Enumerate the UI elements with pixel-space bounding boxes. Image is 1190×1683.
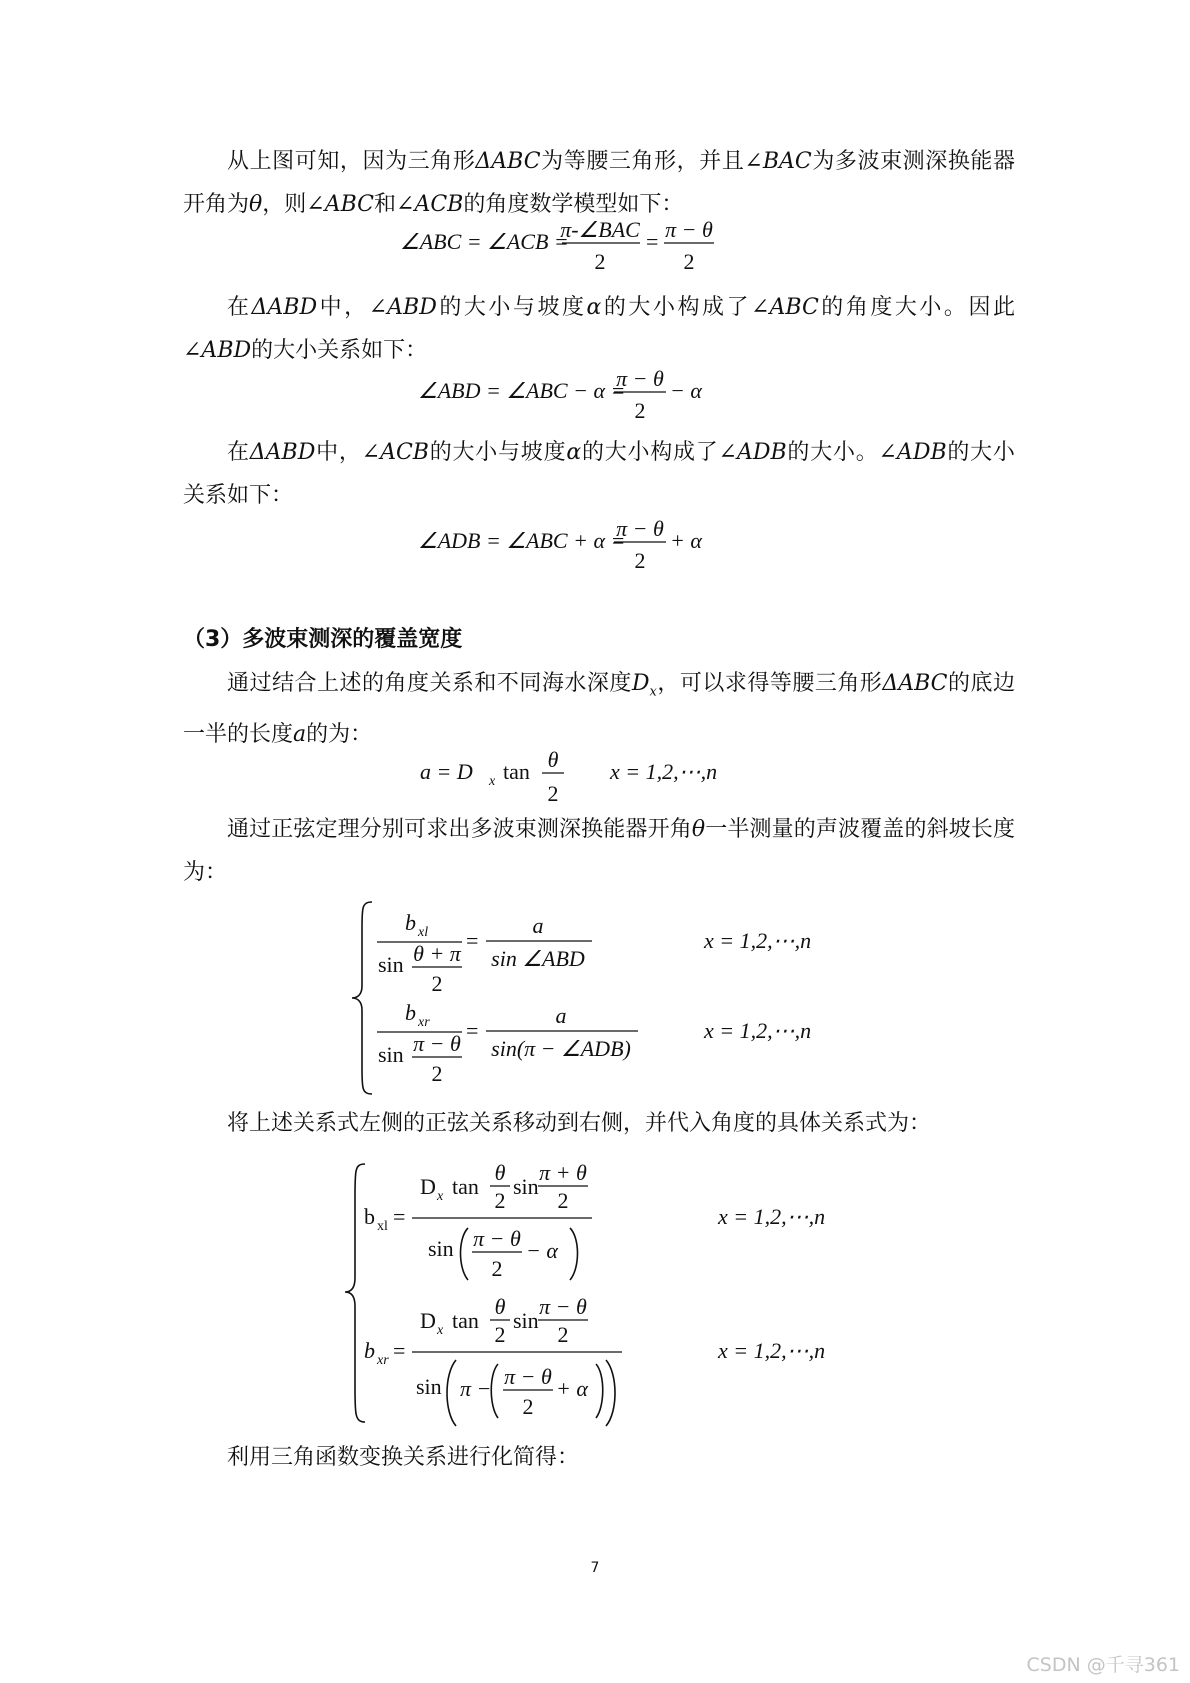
eq5-r1-snum: θ + π [413,941,461,966]
text: 的大小与坡度 [428,440,567,465]
text: 的底边一半的长度 [183,671,1015,748]
eq6-r2-lhs: b [364,1338,375,1363]
eq6-r1-tan: tan [452,1174,479,1199]
text: 在 [227,440,250,465]
eq6-r2-t1d: 2 [494,1322,506,1347]
watermark: CSDN @千寻361 [1026,1654,1180,1676]
eq5-r1-eq: = [466,928,479,953]
eq3-lhs: ∠ADB = ∠ABC + α = [418,528,626,553]
paren-left-inner [491,1364,498,1418]
paren-left [447,1360,456,1426]
eq1-den1: 2 [594,249,606,274]
math-inline: ΔABC [882,671,948,696]
eq5-r2-rnum: a [555,1003,567,1028]
eq6-r1-sin: sin [513,1174,539,1199]
eq6-r2-cond: x = 1,2,⋯,n [718,1338,826,1363]
text: 一半测量的声波覆盖的斜坡长度为： [183,817,1015,885]
text: 的大小构成了 [581,440,719,465]
eq5-r1-sin: sin [378,952,404,977]
eq5-r1-sden: 2 [431,971,443,996]
eq5-r2-cond: x = 1,2,⋯,n [704,1018,812,1043]
eq6-r1-Dsub: x [437,1189,444,1204]
eq3-tail: + α [670,528,702,553]
math-inline: θ [249,192,263,217]
eq6-r2-t1n: θ [494,1294,506,1319]
text: 的大小。 [786,440,879,465]
math-inline: ∠ACB [396,192,464,217]
page-number: 7 [590,1560,600,1576]
math-inline: ΔABC [475,149,541,174]
math-inline: α [566,440,582,465]
eq6-r2-dd: 2 [522,1394,534,1419]
text: 的为： [306,722,373,748]
eq6-r2-Dsub: x [437,1323,444,1338]
text: 中， [317,295,369,320]
eq5-r1-rden: sin ∠ABD [491,946,585,971]
eq6-r1-cond: x = 1,2,⋯,n [718,1204,826,1229]
eq6-r1-s1n: π + θ [539,1160,587,1185]
text: 中， [315,440,362,465]
eq6-r2-eq: = [393,1338,406,1363]
eq1-num1: π-∠BAC [560,217,640,242]
eq6-r2-dt: + α [556,1376,588,1401]
eq5-r2-sub: xr [418,1015,430,1030]
eq1-num2: π − θ [665,217,713,242]
text: ，可以求得等腰三角形 [656,671,883,696]
eq2-den: 2 [634,398,646,423]
equation-3 [0,512,1190,582]
eq6-r1-dt: − α [526,1238,558,1263]
text: 的大小关系如下： [183,440,1015,508]
math-inline: ΔABD [251,295,318,320]
eq4-num: θ [547,747,559,772]
text: 在 [227,295,252,320]
paragraph-1 [183,140,1015,226]
equation-6 [0,1160,1190,1430]
eq1-lhs: ∠ABC = ∠ACB = [400,229,569,254]
math-inline: a [293,722,307,748]
eq5-r2-eq: = [466,1018,479,1043]
paragraph-5 [183,808,1015,894]
text: 为等腰三角形，并且 [540,149,745,174]
paragraph-6 [183,1102,1015,1145]
eq6-r1-dsin: sin [428,1236,454,1261]
eq6-r2-dn: π − θ [504,1364,552,1389]
eq5-r2-sden: 2 [431,1061,443,1086]
eq4-lhs: a = D [420,759,473,784]
left-brace [352,902,372,1094]
text: 的角度大小。因此 [818,295,1015,320]
eq2-lhs: ∠ABD = ∠ABC − α = [418,378,626,403]
math-inline: ∠ABD [368,295,437,320]
eq5-r2-sin: sin [378,1042,404,1067]
eq5-r2-rden: sin(π − ∠ADB) [491,1036,631,1061]
eq6-r1-lhs: b [364,1204,375,1229]
eq1-den2: 2 [683,249,695,274]
left-brace [345,1164,365,1422]
math-inline: ∠ABC [751,295,819,320]
eq6-r2-tan: tan [452,1308,479,1333]
paragraph-2 [183,286,1015,372]
equation-4 [0,744,1190,814]
eq6-r1-s1d: 2 [557,1188,569,1213]
math-inline: ∠ADB [718,440,787,465]
eq4-tan: tan [503,759,530,784]
paren-left [461,1228,469,1280]
eq6-r1-sub: xl [377,1219,388,1234]
text: 通过结合上述的角度关系和不同海水深度 [227,671,632,696]
text: 和 [374,192,397,217]
eq1-eqs: = [646,229,659,254]
eq4-sub: x [489,774,496,789]
eq4-cond: x = 1,2,⋯,n [610,759,718,784]
eq3-num: π − θ [616,516,664,541]
text: 通过正弦定理分别可求出多波束测深换能器开角 [227,817,692,842]
text: 利用三角函数变换关系进行化简得： [227,1445,580,1470]
eq2-tail: − α [670,378,702,403]
eq2-num: π − θ [616,366,664,391]
eq6-r2-dpi: π − [460,1376,492,1401]
paragraph-4 [183,662,1015,756]
eq5-r1-num: b [405,910,416,935]
equation-2 [0,362,1190,432]
eq6-r2-D: D [420,1308,436,1333]
math-inline: D [631,671,650,696]
text: 的大小构成了 [601,295,752,320]
eq5-r1-sub: xl [418,925,429,940]
eq6-r1-t1d: 2 [494,1188,506,1213]
math-inline: θ [691,817,706,842]
eq6-r2-dsin: sin [416,1374,442,1399]
math-inline: ∠ADB [878,440,947,465]
eq5-r1-rnum: a [532,913,544,938]
text: 从上图可知，因为三角形 [227,149,476,174]
paren-right-inner [596,1364,603,1418]
eq6-r1-eq: = [393,1204,406,1229]
math-inline: ∠BAC [744,149,812,174]
text: 的大小关系如下： [251,338,428,363]
eq6-r2-s1d: 2 [557,1322,569,1347]
math-inline: α [586,295,602,320]
eq5-r2-snum: π − θ [413,1031,461,1056]
eq5-r2-num: b [405,1000,416,1025]
eq6-r2-s1n: π − θ [539,1294,587,1319]
eq6-r1-t1n: θ [494,1160,506,1185]
eq6-r1-D: D [420,1174,436,1199]
eq6-r1-dn: π − θ [473,1226,521,1251]
eq6-r2-sin: sin [513,1308,539,1333]
text: 为多波束测深换能器开角为 [183,149,1015,217]
section-heading: （3）多波束测深的覆盖宽度 [183,627,463,652]
eq4-den: 2 [547,781,559,806]
math-inline: ∠ABD [183,338,252,363]
math-inline: ∠ABC [306,192,375,217]
paragraph-7 [183,1436,1015,1479]
equation-5 [0,898,1190,1098]
text: 的角度数学模型如下： [463,192,684,217]
math-inline: ∠ACB [361,440,429,465]
eq6-r2-sub: xr [377,1353,389,1368]
math-inline: ΔABD [249,440,316,465]
math-subscript: x [649,684,657,700]
eq6-r1-dd: 2 [491,1256,503,1281]
text: 的大小与坡度 [436,295,587,320]
text: 将上述关系式左侧的正弦关系移动到右侧，并代入角度的具体关系式为： [227,1111,932,1136]
text: ，则 [262,192,307,217]
paren-right [570,1228,578,1280]
equation-1 [0,215,1190,285]
eq3-den: 2 [634,548,646,573]
paren-right [606,1360,615,1426]
eq5-r1-cond: x = 1,2,⋯,n [704,928,812,953]
paragraph-3 [183,431,1015,517]
